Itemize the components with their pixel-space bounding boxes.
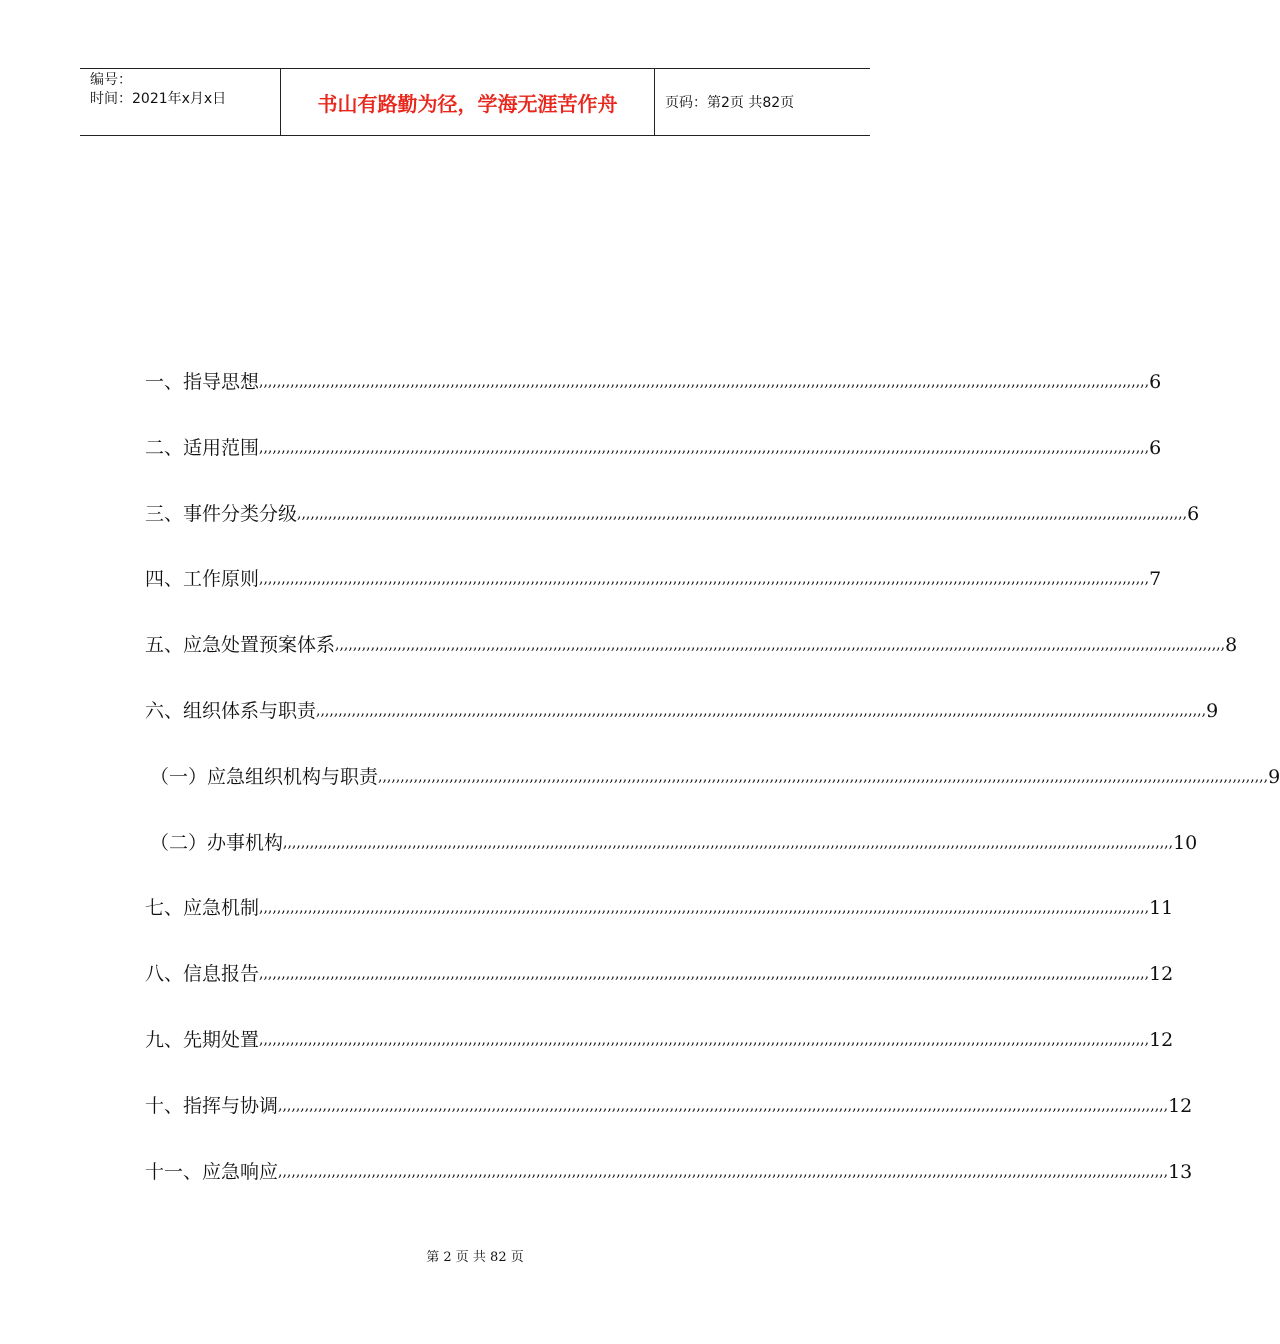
toc-entry-page: 10 (1173, 832, 1198, 854)
toc-entry-page: 6 (1149, 437, 1162, 459)
toc-dot-leader: ,,,,,,,,,,,,,,,,,,,,,,,,,,,,,,,,,,,,,,,,,,,,,,,,,,,,,,,,,,,,,,,,,,,,,,,,,,,,,,,,,,,,,,,,,,,,,,,,,,,,,,,,,,,,,,,,,,,,,,,,,,,,,,,,,,,,,,,,,,,,,,,,,,,,,,,,,,,,,,,,,,,,,,,,,,,,,,,,,,,,,,,,,,,,,,,,,,,,,,,, (378, 769, 1269, 785)
toc-entry[interactable] (145, 959, 1174, 989)
toc-entry-page: 9 (1268, 766, 1280, 788)
toc-entry-title: 四、工作原则 (145, 568, 260, 590)
toc-entry[interactable] (145, 1025, 1174, 1055)
toc-entry-page: 12 (1168, 1095, 1193, 1117)
toc-entry[interactable] (145, 433, 1162, 463)
toc-dot-leader: ,,,,,,,,,,,,,,,,,,,,,,,,,,,,,,,,,,,,,,,,,,,,,,,,,,,,,,,,,,,,,,,,,,,,,,,,,,,,,,,,,,,,,,,,,,,,,,,,,,,,,,,,,,,,,,,,,,,,,,,,,,,,,,,,,,,,,,,,,,,,,,,,,,,,,,,,,,,,,,,,,,,,,,,,,,,,,,,,,,,,,,,,,,,,,,,,,,,,,,,, (297, 506, 1188, 522)
toc-entry-title: 三、事件分类分级 (145, 503, 298, 525)
header-info (80, 69, 281, 135)
toc-entry[interactable] (145, 564, 1162, 594)
toc-dot-leader: ,,,,,,,,,,,,,,,,,,,,,,,,,,,,,,,,,,,,,,,,,,,,,,,,,,,,,,,,,,,,,,,,,,,,,,,,,,,,,,,,,,,,,,,,,,,,,,,,,,,,,,,,,,,,,,,,,,,,,,,,,,,,,,,,,,,,,,,,,,,,,,,,,,,,,,,,,,,,,,,,,,,,,,,,,,,,,,,,,,,,,,,,,,,,,,,,,,,,,,,, (259, 966, 1150, 982)
toc-entry-title: （一）应急组织机构与职责 (150, 766, 379, 788)
toc-entry-title: 一、指导思想 (145, 371, 260, 393)
toc-dot-leader: ,,,,,,,,,,,,,,,,,,,,,,,,,,,,,,,,,,,,,,,,,,,,,,,,,,,,,,,,,,,,,,,,,,,,,,,,,,,,,,,,,,,,,,,,,,,,,,,,,,,,,,,,,,,,,,,,,,,,,,,,,,,,,,,,,,,,,,,,,,,,,,,,,,,,,,,,,,,,,,,,,,,,,,,,,,,,,,,,,,,,,,,,,,,,,,,,,,,,,,,, (316, 703, 1207, 719)
toc-entry-title: 二、适用范围 (145, 437, 260, 459)
toc-entry-title: （二）办事机构 (150, 832, 284, 854)
header-page-label: 页码：第2页 共82页 (665, 95, 795, 111)
toc-dot-leader: ,,,,,,,,,,,,,,,,,,,,,,,,,,,,,,,,,,,,,,,,,,,,,,,,,,,,,,,,,,,,,,,,,,,,,,,,,,,,,,,,,,,,,,,,,,,,,,,,,,,,,,,,,,,,,,,,,,,,,,,,,,,,,,,,,,,,,,,,,,,,,,,,,,,,,,,,,,,,,,,,,,,,,,,,,,,,,,,,,,,,,,,,,,,,,,,,,,,,,,,, (335, 637, 1226, 653)
toc-entry-page: 12 (1149, 1029, 1174, 1051)
toc-entry-page: 12 (1149, 963, 1174, 985)
toc-dot-leader: ,,,,,,,,,,,,,,,,,,,,,,,,,,,,,,,,,,,,,,,,,,,,,,,,,,,,,,,,,,,,,,,,,,,,,,,,,,,,,,,,,,,,,,,,,,,,,,,,,,,,,,,,,,,,,,,,,,,,,,,,,,,,,,,,,,,,,,,,,,,,,,,,,,,,,,,,,,,,,,,,,,,,,,,,,,,,,,,,,,,,,,,,,,,,,,,,,,,,,,,, (283, 835, 1174, 851)
toc-entry[interactable] (145, 696, 1219, 726)
toc-entry-title: 五、应急处置预案体系 (145, 634, 336, 656)
toc-entry[interactable] (145, 367, 1162, 397)
toc-entry-page: 6 (1187, 503, 1200, 525)
toc-entry[interactable] (145, 1157, 1193, 1187)
toc-entry[interactable] (150, 828, 1198, 858)
header-motto: 书山有路勤为径，学海无涯苦作舟 (281, 69, 655, 135)
toc-entry-title: 六、组织体系与职责 (145, 700, 317, 722)
page-footer: 第 2 页 共 82 页 (426, 1250, 524, 1265)
toc-entry-page: 11 (1149, 897, 1174, 919)
toc-entry-title: 十、指挥与协调 (145, 1095, 279, 1117)
toc-dot-leader: ,,,,,,,,,,,,,,,,,,,,,,,,,,,,,,,,,,,,,,,,,,,,,,,,,,,,,,,,,,,,,,,,,,,,,,,,,,,,,,,,,,,,,,,,,,,,,,,,,,,,,,,,,,,,,,,,,,,,,,,,,,,,,,,,,,,,,,,,,,,,,,,,,,,,,,,,,,,,,,,,,,,,,,,,,,,,,,,,,,,,,,,,,,,,,,,,,,,,,,,, (259, 440, 1150, 456)
toc-dot-leader: ,,,,,,,,,,,,,,,,,,,,,,,,,,,,,,,,,,,,,,,,,,,,,,,,,,,,,,,,,,,,,,,,,,,,,,,,,,,,,,,,,,,,,,,,,,,,,,,,,,,,,,,,,,,,,,,,,,,,,,,,,,,,,,,,,,,,,,,,,,,,,,,,,,,,,,,,,,,,,,,,,,,,,,,,,,,,,,,,,,,,,,,,,,,,,,,,,,,,,,,, (278, 1164, 1169, 1180)
toc-entry-page: 7 (1149, 568, 1162, 590)
toc-entry[interactable] (145, 1091, 1193, 1121)
toc-dot-leader: ,,,,,,,,,,,,,,,,,,,,,,,,,,,,,,,,,,,,,,,,,,,,,,,,,,,,,,,,,,,,,,,,,,,,,,,,,,,,,,,,,,,,,,,,,,,,,,,,,,,,,,,,,,,,,,,,,,,,,,,,,,,,,,,,,,,,,,,,,,,,,,,,,,,,,,,,,,,,,,,,,,,,,,,,,,,,,,,,,,,,,,,,,,,,,,,,,,,,,,,, (278, 1098, 1169, 1114)
toc-entry[interactable] (150, 762, 1280, 792)
toc-entry-title: 九、先期处置 (145, 1029, 260, 1051)
toc-entry[interactable] (145, 630, 1238, 660)
toc-entry-page: 9 (1206, 700, 1219, 722)
toc-entry-title: 七、应急机制 (145, 897, 260, 919)
toc-entry-title: 十一、应急响应 (145, 1161, 279, 1183)
toc-dot-leader: ,,,,,,,,,,,,,,,,,,,,,,,,,,,,,,,,,,,,,,,,,,,,,,,,,,,,,,,,,,,,,,,,,,,,,,,,,,,,,,,,,,,,,,,,,,,,,,,,,,,,,,,,,,,,,,,,,,,,,,,,,,,,,,,,,,,,,,,,,,,,,,,,,,,,,,,,,,,,,,,,,,,,,,,,,,,,,,,,,,,,,,,,,,,,,,,,,,,,,,,, (259, 571, 1150, 587)
toc-dot-leader: ,,,,,,,,,,,,,,,,,,,,,,,,,,,,,,,,,,,,,,,,,,,,,,,,,,,,,,,,,,,,,,,,,,,,,,,,,,,,,,,,,,,,,,,,,,,,,,,,,,,,,,,,,,,,,,,,,,,,,,,,,,,,,,,,,,,,,,,,,,,,,,,,,,,,,,,,,,,,,,,,,,,,,,,,,,,,,,,,,,,,,,,,,,,,,,,,,,,,,,,, (259, 1032, 1150, 1048)
doc-time-label: 时间：2021年x月x日 (90, 91, 227, 107)
toc-entry[interactable] (145, 499, 1200, 529)
toc-entry-title: 八、信息报告 (145, 963, 260, 985)
toc-dot-leader: ,,,,,,,,,,,,,,,,,,,,,,,,,,,,,,,,,,,,,,,,,,,,,,,,,,,,,,,,,,,,,,,,,,,,,,,,,,,,,,,,,,,,,,,,,,,,,,,,,,,,,,,,,,,,,,,,,,,,,,,,,,,,,,,,,,,,,,,,,,,,,,,,,,,,,,,,,,,,,,,,,,,,,,,,,,,,,,,,,,,,,,,,,,,,,,,,,,,,,,,, (259, 374, 1150, 390)
toc-entry[interactable] (145, 893, 1174, 923)
toc-entry-page: 8 (1225, 634, 1238, 656)
toc-entry-page: 6 (1149, 371, 1162, 393)
page-header (80, 68, 870, 136)
toc-dot-leader: ,,,,,,,,,,,,,,,,,,,,,,,,,,,,,,,,,,,,,,,,,,,,,,,,,,,,,,,,,,,,,,,,,,,,,,,,,,,,,,,,,,,,,,,,,,,,,,,,,,,,,,,,,,,,,,,,,,,,,,,,,,,,,,,,,,,,,,,,,,,,,,,,,,,,,,,,,,,,,,,,,,,,,,,,,,,,,,,,,,,,,,,,,,,,,,,,,,,,,,,, (259, 900, 1150, 916)
doc-number-label: 编号： (90, 72, 132, 88)
toc-entry-page: 13 (1168, 1161, 1193, 1183)
